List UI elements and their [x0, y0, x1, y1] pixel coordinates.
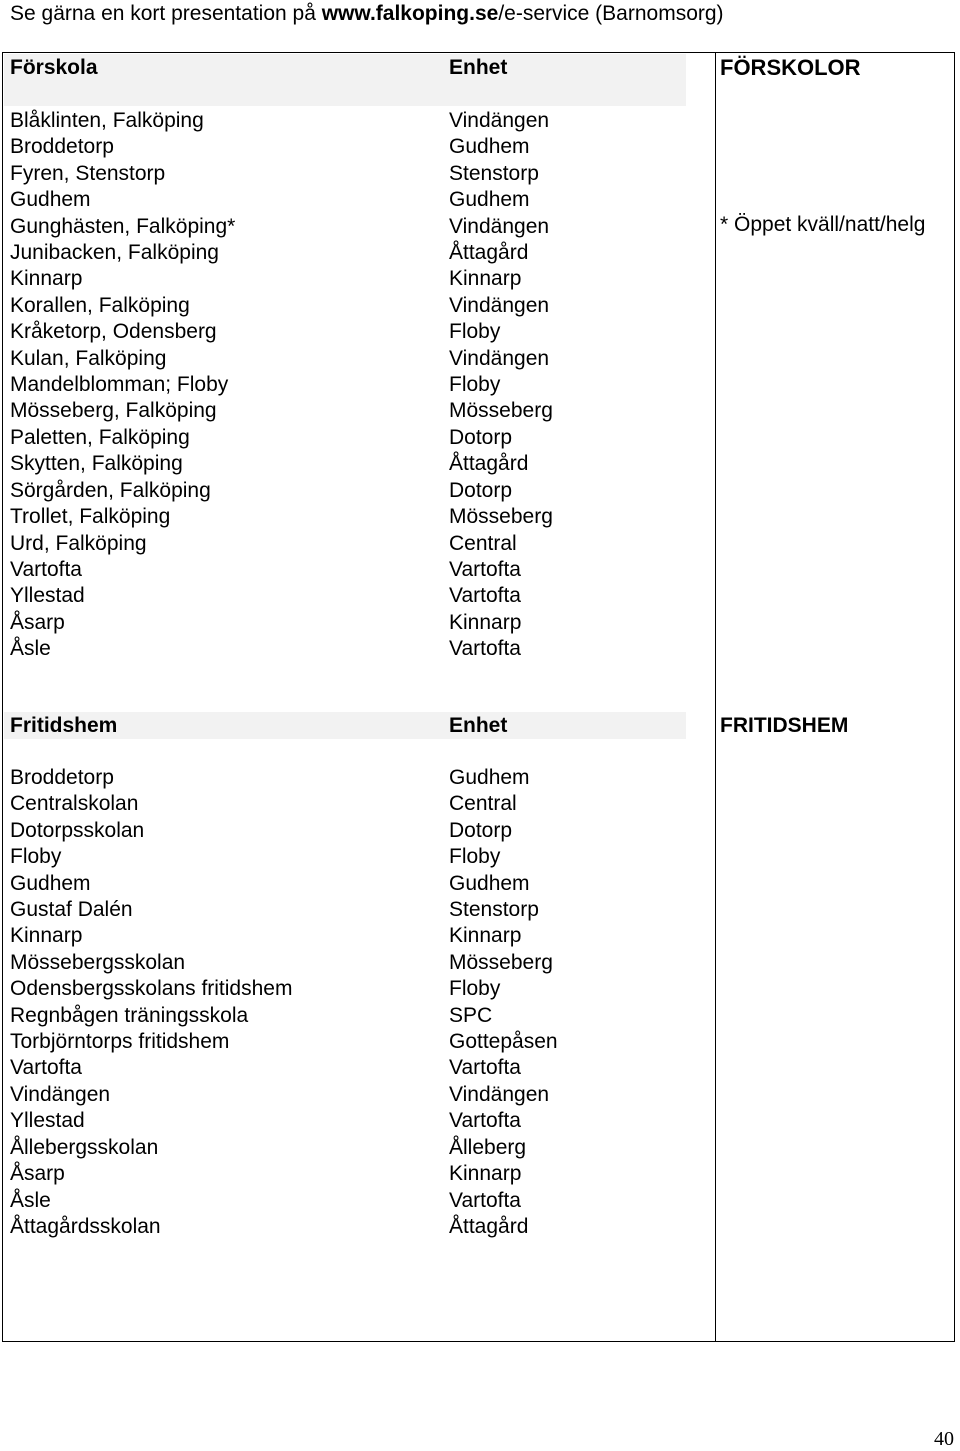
forskola-name: Kinnarp [10, 267, 83, 291]
fritidshem-name: Regnbågen träningsskola [10, 1003, 249, 1027]
forskola-name-list [10, 108, 235, 663]
forskola-name: Trollet, Falköping [10, 505, 171, 529]
forskola-name: Mandelblomman; Floby [10, 373, 229, 397]
fritidshem-name: Åttagårdsskolan [10, 1214, 161, 1238]
fritidshem-unit: Vartofta [449, 1056, 521, 1080]
forskola-name: Åsarp [10, 610, 65, 634]
forskola-unit: Vindängen [449, 293, 550, 317]
fritidshem-unit: Gottepåsen [449, 1030, 558, 1054]
forskola-unit: Vartofta [449, 584, 521, 608]
forskola-name: Kulan, Falköping [10, 346, 167, 370]
forskola-unit: Vartofta [449, 557, 521, 581]
forskola-name: Urd, Falköping [10, 531, 147, 555]
fritidshem-name: Åsle [10, 1188, 51, 1212]
forskola-name: Kråketorp, Odensberg [10, 320, 217, 344]
forskola-unit: Kinnarp [449, 610, 522, 634]
forskola-unit: Gudhem [449, 188, 530, 212]
fritidshem-name: Vindängen [10, 1082, 111, 1106]
fritidshem-header-unit: Enhet [449, 714, 508, 737]
fritidshem-name: Vartofta [10, 1056, 82, 1080]
forskola-name: Korallen, Falköping [10, 293, 190, 317]
fritidshem-unit: Åttagård [449, 1214, 529, 1238]
forskola-unit: Vindängen [449, 214, 550, 238]
forskola-unit: Vartofta [449, 637, 521, 661]
fritidshem-name: Åsarp [10, 1162, 65, 1186]
forskola-unit: Stenstorp [449, 161, 539, 185]
intro-before: Se gärna en kort presentation på [10, 2, 322, 25]
forskola-unit: Mösseberg [449, 399, 553, 423]
forskola-unit: Dotorp [449, 478, 513, 502]
fritidshem-unit: Dotorp [449, 818, 513, 842]
fritidshem-unit: Vindängen [449, 1082, 550, 1106]
fritidshem-unit: Vartofta [449, 1109, 521, 1133]
fritidshem-name: Dotorpsskolan [10, 818, 145, 842]
fritidshem-unit: Gudhem [449, 766, 530, 789]
forskola-name: Vartofta [10, 557, 82, 581]
forskola-unit: Åttagård [449, 241, 529, 265]
fritidshem-name: Ållebergsskolan [10, 1135, 159, 1159]
forskola-unit: Kinnarp [449, 267, 522, 291]
fritidshem-name: Odensbergsskolans fritidshem [10, 977, 293, 1001]
forskola-unit: Dotorp [449, 425, 513, 449]
forskola-name: Junibacken, Falköping [10, 241, 219, 265]
forskola-name: Fyren, Stenstorp [10, 161, 166, 185]
forskola-header-name: Förskola [10, 56, 98, 79]
fritidshem-unit: Kinnarp [449, 924, 522, 948]
forskola-name: Skytten, Falköping [10, 452, 183, 476]
fritidshem-unit: SPC [449, 1003, 493, 1027]
forskola-header-unit: Enhet [449, 56, 508, 79]
forskola-note: * Öppet kväll/natt/helg [720, 213, 926, 236]
fritidshem-name: Torbjörntorps fritidshem [10, 1030, 230, 1054]
forskola-unit: Vindängen [449, 109, 550, 132]
fritidshem-unit: Vartofta [449, 1188, 521, 1212]
forskola-name: Gunghästen, Falköping* [10, 214, 236, 238]
column-divider [715, 53, 716, 1341]
fritidshem-header-name: Fritidshem [10, 714, 118, 737]
forskola-header-right: FÖRSKOLOR [720, 55, 861, 80]
forskola-header-bar [4, 54, 686, 106]
forskola-name: Åsle [10, 637, 51, 661]
fritidshem-name: Kinnarp [10, 924, 83, 948]
forskola-unit: Floby [449, 320, 501, 344]
fritidshem-unit: Kinnarp [449, 1162, 522, 1186]
fritidshem-unit: Mösseberg [449, 950, 553, 974]
fritidshem-unit: Central [449, 792, 517, 816]
forskola-unit: Central [449, 531, 517, 555]
forskola-name: Sörgården, Falköping [10, 478, 211, 502]
intro-link[interactable]: www.falkoping.se [321, 2, 499, 25]
listing-table [2, 52, 955, 1342]
page-number: 40 [934, 1428, 954, 1450]
fritidshem-name: Floby [10, 845, 62, 869]
forskola-unit: Gudhem [449, 135, 530, 159]
fritidshem-unit: Floby [449, 977, 501, 1001]
fritidshem-unit: Gudhem [449, 871, 530, 895]
intro-after: /e-service (Barnomsorg) [498, 2, 724, 25]
forskola-name: Blåklinten, Falköping [10, 109, 204, 132]
fritidshem-name: Mössebergsskolan [10, 950, 186, 974]
intro-text [10, 2, 724, 26]
forskola-name: Paletten, Falköping [10, 425, 190, 449]
forskola-unit: Åttagård [449, 452, 529, 476]
forskola-unit: Vindängen [449, 346, 550, 370]
forskola-unit-list [449, 108, 553, 663]
fritidshem-name: Broddetorp [10, 766, 114, 789]
fritidshem-unit: Ålleberg [449, 1135, 527, 1159]
fritidshem-header-right: FRITIDSHEM [720, 714, 849, 737]
fritidshem-name: Yllestad [10, 1109, 85, 1133]
fritidshem-unit: Floby [449, 845, 501, 869]
fritidshem-unit: Stenstorp [449, 898, 539, 922]
fritidshem-name: Gudhem [10, 871, 91, 895]
forskola-name: Broddetorp [10, 135, 114, 159]
fritidshem-name: Centralskolan [10, 792, 139, 816]
fritidshem-name-list [10, 765, 292, 1240]
fritidshem-unit-list [449, 765, 558, 1240]
forskola-name: Mösseberg, Falköping [10, 399, 217, 423]
forskola-name: Yllestad [10, 584, 85, 608]
forskola-name: Gudhem [10, 188, 91, 212]
forskola-unit: Mösseberg [449, 505, 553, 529]
fritidshem-name: Gustaf Dalén [10, 898, 133, 922]
forskola-unit: Floby [449, 373, 501, 397]
